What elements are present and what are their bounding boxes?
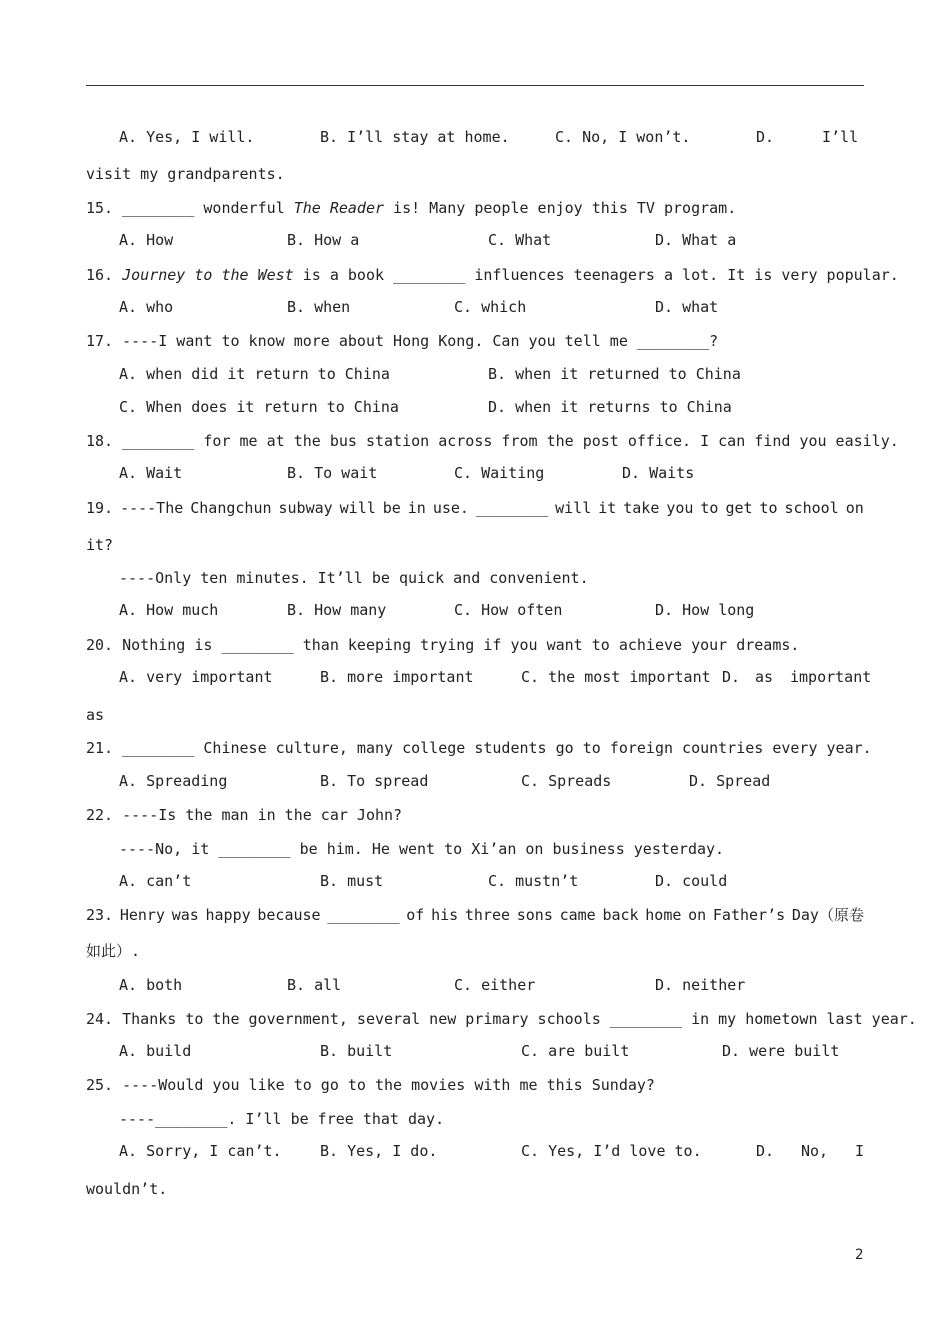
q23-word: Father’s [712, 906, 786, 924]
q19-word: will [339, 499, 376, 517]
q18-number: 18. [86, 432, 114, 450]
question-24 [86, 1009, 917, 1029]
question-22 [86, 805, 864, 825]
q14-option-b: B. I’ll stay at home. [320, 128, 510, 146]
q14-option-a: A. Yes, I will. [119, 128, 255, 146]
header-rule [86, 85, 864, 86]
q23-option-b: B. all [287, 976, 342, 994]
q21-stem: ________ Chinese culture, many college students go to foreign countries every year. [122, 739, 872, 757]
q24-option-a: A. build [119, 1042, 192, 1060]
q15-blank: ________ [122, 199, 195, 217]
q24-option-c: C. are built [521, 1042, 630, 1060]
question-25 [86, 1075, 864, 1095]
q14-option-d-wrap: visit my grandparents. [86, 165, 285, 183]
q24-option-d: D. were built [722, 1042, 840, 1060]
q23-word: his [431, 906, 459, 924]
q18-option-a: A. Wait [119, 464, 183, 482]
q19-reply: ----Only ten minutes. It’ll be quick and convenient. [119, 569, 589, 587]
q25-option-d-wrap: wouldn’t. [86, 1180, 168, 1198]
q17-stem: ----I want to know more about Hong Kong. Can you tell me ________? [122, 332, 719, 350]
q19-word: Changchun [190, 499, 272, 517]
q23-word: Henry [119, 906, 165, 924]
q19-word: on [845, 499, 864, 517]
q23-option-d: D. neither [655, 976, 746, 994]
q17-option-a: A. when did it return to China [119, 365, 390, 383]
q15-stem-rest: is! Many people enjoy this TV program. [384, 199, 737, 217]
q18-option-c: C. Waiting [454, 464, 545, 482]
q19-blank: ________ [475, 499, 549, 517]
q20-option-d-word: as [755, 668, 774, 686]
q25-option-d-word: I [855, 1142, 865, 1160]
q24-stem: Thanks to the government, several new primary schools ________ in my hometown last year. [122, 1010, 917, 1028]
q22-option-a: A. can’t [119, 872, 192, 890]
q17-option-d: D. when it returns to China [488, 398, 732, 416]
q20-option-d-wrap: as [86, 706, 105, 724]
q25-number: 25. [86, 1076, 114, 1094]
q19-word: in [407, 499, 426, 517]
q22-option-c: C. mustn’t [488, 872, 579, 890]
q23-blank: ________ [327, 906, 400, 924]
q19-word: you [666, 499, 694, 517]
q21-option-d: D. Spread [689, 772, 771, 790]
q23-word: because [257, 906, 321, 924]
q19-word: ----The [120, 499, 184, 517]
q24-number: 24. [86, 1010, 114, 1028]
q23-word: of [406, 906, 425, 924]
q20-option-a: A. very important [119, 668, 273, 686]
q15-option-c: C. What [488, 231, 552, 249]
q22-number: 22. [86, 806, 114, 824]
q20-option-d-letter: D. [722, 668, 741, 686]
q19-word: take [623, 499, 660, 517]
q25-option-d-word: No, [801, 1142, 829, 1160]
q16-number: 16. [86, 266, 114, 284]
q23-word: came [559, 906, 596, 924]
question-21 [86, 738, 872, 758]
q22-option-d: D. could [655, 872, 728, 890]
q19-word: subway [278, 499, 333, 517]
q23-word: three [464, 906, 511, 924]
q20-option-c: C. the most important [521, 668, 711, 686]
q19-word: to [700, 499, 719, 517]
q15-number: 15. [86, 199, 114, 217]
q19-word: be [382, 499, 401, 517]
question-19 [86, 498, 864, 518]
question-18 [86, 431, 899, 451]
q21-option-a: A. Spreading [119, 772, 228, 790]
q23-word: sons [516, 906, 553, 924]
q21-number: 21. [86, 739, 114, 757]
q21-option-b: B. To spread [320, 772, 429, 790]
q15-stem-part: wonderful [194, 199, 294, 217]
q24-option-b: B. built [320, 1042, 393, 1060]
q23-word: on [688, 906, 707, 924]
q19-option-b: B. How many [287, 601, 387, 619]
question-16 [86, 265, 899, 285]
q16-title: Journey to the West [122, 266, 294, 284]
q19-option-c: C. How often [454, 601, 563, 619]
q14-option-d-text: I’ll [822, 128, 859, 146]
q23-word: back [602, 906, 639, 924]
q20-option-d-word: important [790, 668, 872, 686]
q23-word: was [171, 906, 199, 924]
q15-option-b: B. How a [287, 231, 360, 249]
q25-option-a: A. Sorry, I can’t. [119, 1142, 282, 1160]
q19-word: will [555, 499, 592, 517]
q16-option-d: D. what [655, 298, 719, 316]
q19-word: it [598, 499, 617, 517]
question-15 [86, 198, 864, 218]
q25-option-d-letter: D. [756, 1142, 775, 1160]
question-23 [86, 905, 864, 925]
q22-option-b: B. must [320, 872, 384, 890]
q16-stem: is a book ________ influences teenagers a lot. It is very popular. [293, 266, 899, 284]
q14-option-d-letter: D. [756, 128, 775, 146]
q23-option-a: A. both [119, 976, 183, 994]
q20-number: 20. [86, 636, 114, 654]
q20-option-b: B. more important [320, 668, 474, 686]
q16-option-c: C. which [454, 298, 527, 316]
q17-option-b: B. when it returned to China [488, 365, 741, 383]
q25-option-c: C. Yes, I’d love to. [521, 1142, 702, 1160]
question-17 [86, 331, 864, 351]
page-number: 2 [855, 1247, 864, 1263]
q15-title: The Reader [293, 199, 385, 217]
q23-wrap: 如此）. [86, 942, 141, 960]
q19-word: use. [432, 499, 469, 517]
q16-option-a: A. who [119, 298, 174, 316]
q23-option-c: C. either [454, 976, 536, 994]
q16-option-b: B. when [287, 298, 351, 316]
q17-option-c: C. When does it return to China [119, 398, 399, 416]
q19-word: to [759, 499, 778, 517]
q20-stem: Nothing is ________ than keeping trying if you want to achieve your dreams. [122, 636, 800, 654]
q25-option-b: B. Yes, I do. [320, 1142, 438, 1160]
q19-word: get [725, 499, 753, 517]
q25-stem: ----Would you like to go to the movies with me this Sunday? [122, 1076, 655, 1094]
q18-option-b: B. To wait [287, 464, 378, 482]
q23-word: home [645, 906, 682, 924]
q15-option-d: D. What a [655, 231, 737, 249]
q19-wrap: it? [86, 536, 114, 554]
q19-option-a: A. How much [119, 601, 219, 619]
q14-option-c: C. No, I won’t. [555, 128, 691, 146]
q19-option-d: D. How long [655, 601, 755, 619]
q23-word: Day（原卷 [791, 906, 864, 924]
q22-reply: ----No, it ________ be him. He went to Xi’an on business yesterday. [119, 840, 725, 858]
q19-number: 19. [86, 499, 114, 517]
q22-stem: ----Is the man in the car John? [122, 806, 403, 824]
q17-number: 17. [86, 332, 114, 350]
q21-option-c: C. Spreads [521, 772, 612, 790]
q18-option-d: D. Waits [622, 464, 695, 482]
q25-reply: ----________. I’ll be free that day. [119, 1110, 445, 1128]
q23-word: happy [205, 906, 251, 924]
question-20 [86, 635, 864, 655]
q23-number: 23. [86, 906, 114, 924]
q18-stem: ________ for me at the bus station across from the post office. I can find you easily. [122, 432, 899, 450]
q15-option-a: A. How [119, 231, 174, 249]
q19-word: school [784, 499, 839, 517]
